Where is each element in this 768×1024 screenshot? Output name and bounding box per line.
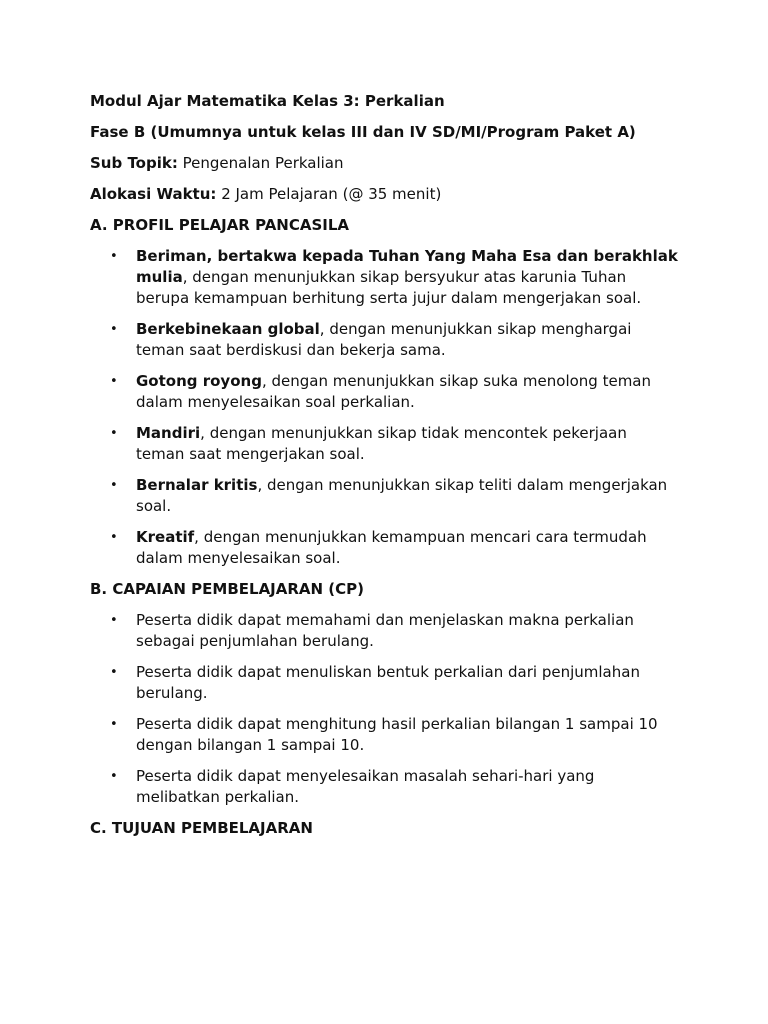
section-b-heading: B. CAPAIAN PEMBELAJARAN (CP): [90, 580, 365, 598]
profil-pelajar-list: [90, 246, 680, 569]
document-page: [90, 91, 680, 849]
alokasi-waktu-label: Alokasi Waktu:: [90, 185, 217, 203]
list-item-bold: Beriman, bertakwa kepada Tuhan Yang Maha Esa dan berakhlak mulia: [136, 247, 678, 286]
list-item: [90, 371, 680, 413]
list-item: [90, 766, 680, 808]
list-item-text: Peserta didik dapat menyelesaikan masalah sehari-hari yang melibatkan perkalian.: [136, 767, 595, 806]
list-item-text: , dengan menunjukkan sikap suka menolong teman dalam menyelesaikan soal perkalian.: [136, 372, 652, 411]
list-item: [90, 662, 680, 704]
bullet-icon: •: [110, 426, 118, 441]
document-title: Modul Ajar Matematika Kelas 3: Perkalian: [90, 92, 445, 110]
list-item-text: , dengan menunjukkan kemampuan mencari cara termudah dalam menyelesaikan soal.: [136, 528, 647, 567]
sub-topik-line: [90, 153, 680, 174]
list-item: [90, 423, 680, 465]
list-item-text: , dengan menunjukkan sikap tidak mencontek pekerjaan teman saat mengerjakan soal.: [136, 424, 627, 463]
list-item-bold: Berkebinekaan global: [136, 320, 320, 338]
section-a-heading: A. PROFIL PELAJAR PANCASILA: [90, 216, 350, 234]
list-item-bold: Kreatif: [136, 528, 195, 546]
capaian-pembelajaran-list: [90, 610, 680, 808]
list-item-bold: Bernalar kritis: [136, 476, 258, 494]
list-item-text: Peserta didik dapat memahami dan menjelaskan makna perkalian sebagai penjumlahan berulang.: [136, 611, 634, 650]
alokasi-waktu-value: 2 Jam Pelajaran (@ 35 menit): [221, 185, 442, 203]
bullet-icon: •: [110, 478, 118, 493]
bullet-icon: •: [110, 613, 118, 628]
list-item: [90, 475, 680, 517]
list-item-text: Peserta didik dapat menghitung hasil perkalian bilangan 1 sampai 10 dengan bilangan 1 sampai 10.: [136, 715, 658, 754]
sub-topik-value: Pengenalan Perkalian: [182, 154, 344, 172]
bullet-icon: •: [110, 374, 118, 389]
bullet-icon: •: [110, 665, 118, 680]
list-item: [90, 246, 680, 309]
bullet-icon: •: [110, 249, 118, 264]
list-item: [90, 527, 680, 569]
sub-topik-label: Sub Topik:: [90, 154, 178, 172]
bullet-icon: •: [110, 322, 118, 337]
list-item-bold: Gotong royong: [136, 372, 262, 390]
list-item: [90, 319, 680, 361]
bullet-icon: •: [110, 717, 118, 732]
fase-line: Fase B (Umumnya untuk kelas III dan IV SD/MI/Program Paket A): [90, 123, 636, 141]
list-item-text: , dengan menunjukkan sikap menghargai teman saat berdiskusi dan bekerja sama.: [136, 320, 632, 359]
alokasi-waktu-line: [90, 184, 680, 205]
list-item: [90, 610, 680, 652]
list-item-text: , dengan menunjukkan sikap teliti dalam mengerjakan soal.: [136, 476, 668, 515]
list-item-text: , dengan menunjukkan sikap bersyukur atas karunia Tuhan berupa kemampuan berhitung serta jujur dalam mengerjakan soal.: [136, 268, 642, 307]
list-item-text: Peserta didik dapat menuliskan bentuk perkalian dari penjumlahan berulang.: [136, 663, 640, 702]
list-item: [90, 714, 680, 756]
section-c-heading: C. TUJUAN PEMBELAJARAN: [90, 819, 313, 837]
bullet-icon: •: [110, 530, 118, 545]
list-item-bold: Mandiri: [136, 424, 201, 442]
bullet-icon: •: [110, 769, 118, 784]
